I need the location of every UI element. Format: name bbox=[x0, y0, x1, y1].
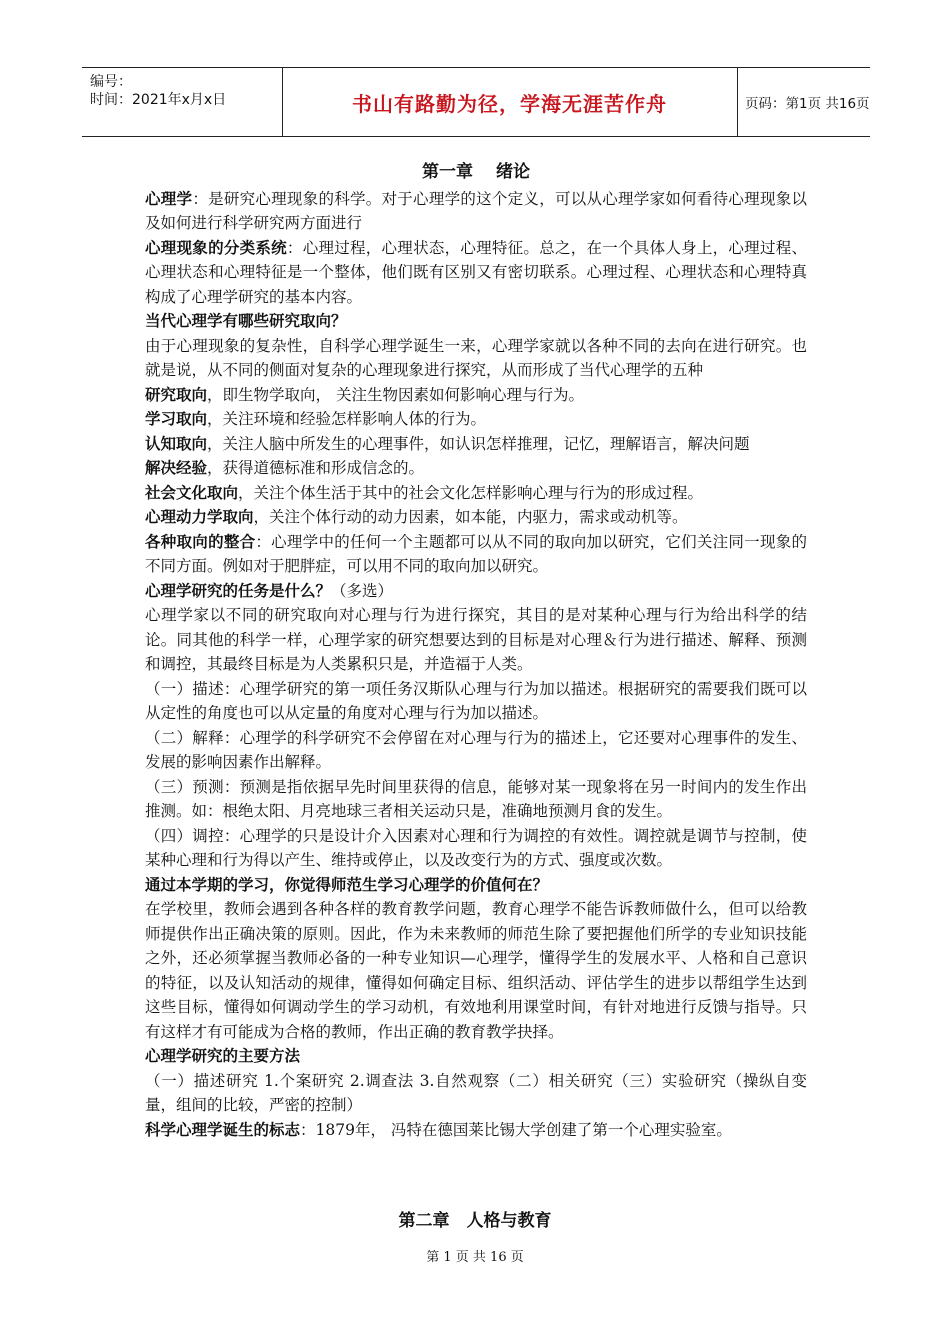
paragraph-text: ，关注环境和经验怎样影响人体的行为。 bbox=[207, 410, 487, 428]
paragraph bbox=[145, 334, 807, 383]
paragraph-text: ，关注人脑中所发生的心理事件，如认识怎样推理，记忆，理解语言，解决问题 bbox=[207, 434, 750, 453]
paragraph bbox=[145, 677, 807, 726]
header-left-cell bbox=[82, 68, 283, 136]
paragraph bbox=[145, 775, 807, 824]
paragraph-lead: 通过本学期的学习，你觉得师范生学习心理学的价值何在？ bbox=[145, 875, 549, 894]
paragraph-text: ：是研究心理现象的科学。对于心理学的这个定义，可以从心理学家如何看待心理现象以及如何进行科学研究两方面进行 bbox=[145, 189, 807, 232]
paragraph-text: （一）描述研究 1.个案研究 2.调查法 3.自然观察（二）相关研究（三）实验研究（操纵自变量，组间的比较，严密的控制） bbox=[145, 1071, 807, 1114]
paragraph-lead: 心理学研究的任务是什么？ bbox=[145, 581, 332, 600]
paragraph-text: ，获得道德标准和形成信念的。 bbox=[207, 459, 425, 477]
paragraph-text: （四）调控：心理学的只是设计介入因素对心理和行为调控的有效性。调控就是调节与控制，使某种心理和行为得以产生、维持或停止，以及改变行为的方式、强度或次数。 bbox=[145, 826, 807, 869]
paragraph bbox=[145, 456, 807, 481]
paragraph bbox=[145, 1044, 807, 1069]
paragraph bbox=[145, 603, 807, 677]
chapter-title: 第一章 绪论 bbox=[422, 162, 530, 182]
paragraph-text: ，关注个体行动的动力因素，如本能，内驱力，需求或动机等。 bbox=[253, 508, 688, 526]
paragraph-text: （一）描述：心理学研究的第一项任务汉斯队心理与行为加以描述。根据研究的需要我们既可以从定性的角度也可以从定量的角度对心理与行为加以描述。 bbox=[145, 679, 807, 722]
paragraph bbox=[145, 897, 807, 1044]
code-label: 编号： bbox=[90, 74, 132, 90]
paragraph-lead: 心理学研究的主要方法 bbox=[145, 1047, 301, 1065]
paragraph-text: ：1879年， 冯特在德国莱比锡大学创建了第一个心理实验室。 bbox=[300, 1120, 732, 1139]
paragraph bbox=[145, 726, 807, 775]
next-chapter-title: 第二章 人格与教育 bbox=[398, 1211, 552, 1231]
paragraph bbox=[145, 530, 807, 579]
paragraph bbox=[145, 824, 807, 873]
paragraph bbox=[145, 383, 807, 408]
paragraph-lead: 当代心理学有哪些研究取向？ bbox=[145, 312, 347, 330]
paragraph-lead: 研究取向 bbox=[145, 385, 208, 404]
paragraph bbox=[145, 236, 807, 310]
paragraph-text: （三）预测：预测是指依据早先时间里获得的信息，能够对某一现象将在另一时间内的发生作出推测。如：根绝太阳、月亮地球三者相关运动只是，准确地预测月食的发生。 bbox=[145, 777, 807, 820]
paragraph-lead: 解决经验 bbox=[145, 459, 208, 477]
paragraph bbox=[145, 187, 807, 236]
paragraph bbox=[145, 1118, 807, 1143]
paragraph-lead: 学习取向 bbox=[145, 410, 208, 428]
paragraph bbox=[145, 579, 807, 604]
paragraph-text: ：心理学中的任何一个主题都可以从不同的取向加以研究，它们关注同一现象的不同方面。例如对于肥胖症，可以用不同的取向加以研究。 bbox=[145, 532, 807, 575]
paragraph bbox=[145, 505, 807, 530]
paragraph-lead: 心理学 bbox=[145, 189, 193, 208]
paragraph bbox=[145, 432, 807, 457]
paragraph bbox=[145, 481, 807, 506]
paragraph-text: 在学校里，教师会遇到各种各样的教育教学问题，教育心理学不能告诉教师做什么，但可以给教师提供作出正确决策的原则。因此，作为未来教师的师范生除了要把握他们所学的专业知识技能之外，还必须掌握当教师必备的一种专业知识—心理学，懂得学生的发展水平、人格和自己意识的特征，以及认知活动的规律，懂得如何确定目标、组织活动、评估学生的进步以帮组学生达到这些目标，懂得如何调动学生的学习动机，有效地利用课堂时间，有针对地进行反馈与指导。只有这样才有可能成为合格的教师，作出正确的教育教学抉择。 bbox=[145, 900, 807, 1041]
page-info: 页码：第1页 共16页 bbox=[745, 96, 870, 112]
paragraph-text: （二）解释：心理学的科学研究不会停留在对心理与行为的描述上，它还要对心理事件的发生、发展的影响因素作出解释。 bbox=[145, 728, 807, 771]
paragraph-text: ：心理过程，心理状态，心理特征。总之，在一个具体人身上，心理过程、心理状态和心理特征是一个整体，他们既有区别又有密切联系。心理过程、心理状态和心理特真构成了心理学研究的基本内容。 bbox=[145, 238, 807, 306]
paragraph bbox=[145, 407, 807, 432]
page-footer: 第 1 页 共 16 页 bbox=[426, 1250, 524, 1265]
paragraph-text: 由于心理现象的复杂性，自科学心理学诞生一来，心理学家就以各种不同的去向在进行研究。也就是说，从不同的侧面对复杂的心理现象进行探究，从而形成了当代心理学的五种 bbox=[145, 336, 807, 379]
paragraph-lead: 心理现象的分类系统 bbox=[145, 238, 287, 257]
header-page-cell bbox=[737, 68, 870, 136]
paragraph-text: 心理学家以不同的研究取向对心理与行为进行探究，其目的是对某种心理与行为给出科学的结论。同其他的科学一样，心理学家的研究想要达到的目标是对心理＆行为进行描述、解释、预测和调控，其最终目标是为人类累积只是，并造福于人类。 bbox=[145, 606, 807, 673]
paragraph-lead: 心理动力学取向 bbox=[145, 508, 254, 526]
paragraph-text: （多选） bbox=[331, 581, 394, 600]
date-label: 时间：2021年x月x日 bbox=[90, 92, 227, 108]
document-body bbox=[145, 160, 807, 1142]
paragraph-lead: 各种取向的整合 bbox=[145, 532, 256, 551]
header-motto-cell bbox=[282, 68, 738, 136]
paragraph-lead: 科学心理学诞生的标志 bbox=[145, 1120, 301, 1139]
paragraph bbox=[145, 309, 807, 334]
paragraph bbox=[145, 873, 807, 898]
page-header bbox=[82, 67, 870, 137]
paragraph-lead: 社会文化取向 bbox=[145, 483, 239, 502]
motto-text: 书山有路勤为径，学海无涯苦作舟 bbox=[352, 91, 667, 116]
paragraph-lead: 认知取向 bbox=[145, 434, 208, 453]
paragraph bbox=[145, 1069, 807, 1118]
paragraph-text: ，关注个体生活于其中的社会文化怎样影响心理与行为的形成过程。 bbox=[238, 483, 704, 502]
paragraph-text: ，即生物学取向， 关注生物因素如何影响心理与行为。 bbox=[207, 385, 584, 404]
paragraph-list bbox=[145, 187, 807, 1143]
